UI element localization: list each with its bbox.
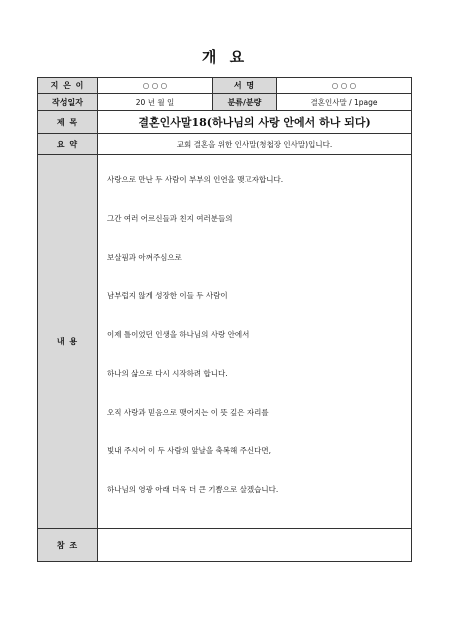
signature-label: 서 명 bbox=[213, 78, 277, 94]
content-line: 오직 사랑과 믿음으로 맺어지는 이 뜻 깊은 자리를 bbox=[107, 407, 269, 417]
author-label: 지 은 이 bbox=[38, 78, 98, 94]
notes-label: 참 조 bbox=[38, 529, 98, 562]
summary-value[interactable]: 교회 결혼을 위한 인사말(청첩장 인사말)입니다. bbox=[98, 134, 412, 155]
content-line: 이제 틀이었던 인생을 하나님의 사랑 안에서 bbox=[107, 330, 250, 340]
author-row bbox=[38, 78, 412, 94]
content-line: 빛내 주시어 이 두 사람의 앞날을 축복해 주신다면, bbox=[107, 446, 271, 456]
date-value[interactable]: 20 년 월 일 bbox=[98, 94, 213, 111]
title-row bbox=[38, 111, 412, 134]
date-row bbox=[38, 94, 412, 111]
page-title: 개 요 bbox=[201, 48, 249, 66]
content-body[interactable] bbox=[98, 155, 412, 529]
summary-label: 요 약 bbox=[38, 134, 98, 155]
title-value[interactable]: 결혼인사말18(하나님의 사랑 안에서 하나 되다) bbox=[98, 111, 412, 134]
content-label: 내 용 bbox=[38, 155, 98, 529]
title-label: 제 목 bbox=[38, 111, 98, 134]
notes-row bbox=[38, 529, 412, 562]
category-label: 분류/분량 bbox=[213, 94, 277, 111]
content-line: 하나의 삶으로 다시 시작하려 합니다. bbox=[107, 368, 228, 378]
document-form-table bbox=[37, 77, 412, 562]
summary-row bbox=[38, 134, 412, 155]
signature-value[interactable]: ○ ○ ○ bbox=[277, 78, 412, 94]
author-value[interactable]: ○ ○ ○ bbox=[98, 78, 213, 94]
content-line: 그간 여러 어르신들과 친지 여러분들의 bbox=[107, 213, 233, 223]
content-line: 남부럽지 않게 성장한 이들 두 사람이 bbox=[107, 291, 228, 301]
content-line: 보살핌과 아껴주심으로 bbox=[107, 252, 182, 262]
category-value[interactable]: 결혼인사말 / 1page bbox=[277, 94, 412, 111]
notes-value[interactable] bbox=[98, 529, 412, 562]
date-label: 작성일자 bbox=[38, 94, 98, 111]
content-line: 하나님의 영광 아래 더욱 더 큰 기쁨으로 살겠습니다. bbox=[107, 485, 279, 495]
content-row bbox=[38, 155, 412, 529]
content-line: 사랑으로 만난 두 사람이 부부의 인연을 맺고자합니다. bbox=[107, 174, 284, 184]
